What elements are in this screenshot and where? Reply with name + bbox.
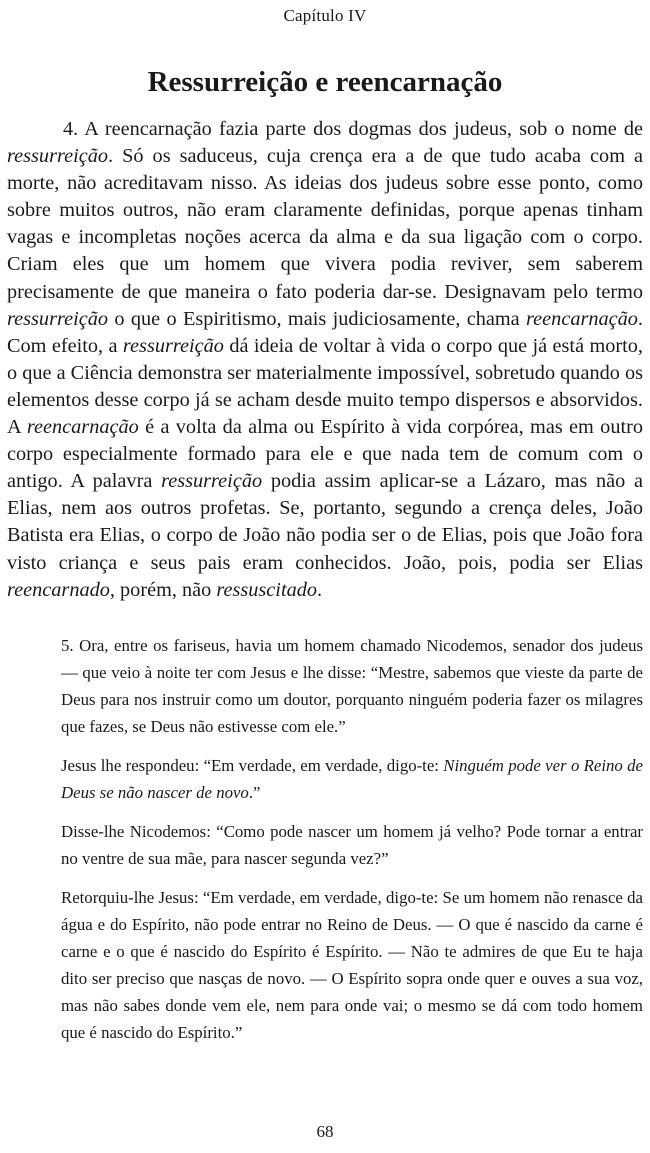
page-number: 68 [316, 1122, 334, 1141]
running-head: Capítulo IV [283, 6, 367, 25]
paragraph-4-text: é a volta da alma ou Espírito à vida corpórea, mas em outro corpo especialmente formado para ele e que nada tem de comum com o antigo. A palavra [7, 416, 643, 493]
italic-term: ressurreição [161, 470, 263, 493]
paragraph-4-text: podia assim aplicar-se a Lázaro, mas não a Elias, nem aos outros profetas. Se, portanto, segundo a crença deles, João Batista era Elias, o corpo de João não podia ser o de Elias, pois que João fora visto criança e seus pais eram conhecidos. João, pois, podia ser Elias [7, 470, 644, 574]
italic-term: ressurreição [7, 307, 109, 330]
paragraph-4-text: . Com efeito, a [7, 307, 643, 357]
paragraph-5: 5. Ora, entre os fariseus, havia um homem chamado Nicodemos, senador dos judeus — que veio à noite ter com Jesus e lhe disse: “Mestre, sabemos que vieste da parte de Deus para nos instruir como um doutor, porquanto ninguém poderia fazer os milagres que fazes, se Deus não estivesse com ele.” [61, 636, 643, 736]
paragraph-6-tail: .” [248, 783, 261, 802]
italic-term: ressurreição [7, 145, 109, 168]
italic-term: ressuscitado [216, 578, 317, 601]
gospel-quote-block [61, 632, 643, 1058]
paragraph-8: Retorquiu-lhe Jesus: “Em verdade, em verdade, digo-te: Se um homem não renasce da água e do Espírito, não pode entrar no Reino de Deus. — O que é nascido da carne é carne e o que é nascido do Espírito é Espírito. — Não te admires de que Eu te haja dito ser preciso que nasças de novo. — O Espírito sopra onde quer e ouves a sua voz, mas não sabes donde vem ele, nem para onde vai; o mesmo se dá com todo homem que é nascido do Espírito.” [61, 888, 643, 1042]
paragraph-7: Disse-lhe Nicodemos: “Como pode nascer um homem já velho? Pode tornar a entrar no ventre de sua mãe, para nascer segunda vez?” [61, 822, 643, 868]
paragraph-4-text: , porém, não [109, 578, 217, 601]
paragraph-6-italic: Ninguém pode ver o Reino de Deus se não nascer de novo [61, 756, 643, 802]
paragraph-4-text: dá ideia de voltar à vida o corpo que já está morto, o que a Ciência demonstra ser materialmente impossível, sobretudo quando os elementos desse corpo já se acham desde muito tempo dispersos e absorvidos. A [7, 334, 643, 439]
italic-term: reencarnado [7, 578, 110, 601]
paragraph-4 [7, 116, 643, 604]
paragraph-6 [61, 752, 643, 806]
italic-term: reencarnação [526, 307, 638, 330]
paragraph-4-text: . Só os saduceus, cuja crença era a de que tudo acaba com a morte, não acreditavam nisso. As ideias dos judeus sobre esse ponto, como sobre muitos outros, não eram claramente definidas, porque apenas tinham vagas e incompletas noções acerca da alma e da sua ligação com o corpo. Criam eles que um homem que vivera podia reviver, sem saberem precisamente de que maneira o fato poderia dar-se. Designavam pelo termo [7, 145, 643, 303]
paragraph-6-lead: Jesus lhe respondeu: “Em verdade, em verdade, digo-te: [61, 756, 444, 775]
chapter-title: Ressurreição e reencarnação [147, 66, 503, 98]
italic-term: ressurreição [122, 334, 224, 357]
italic-term: reencarnação [26, 416, 139, 439]
paragraph-4-text: . [317, 578, 323, 601]
paragraph-4-text: 4. A reencarnação fazia parte dos dogmas dos judeus, sob o nome de [63, 118, 643, 140]
paragraph-4-text: o que o Espiritismo, mais judiciosamente, chama [108, 307, 527, 330]
